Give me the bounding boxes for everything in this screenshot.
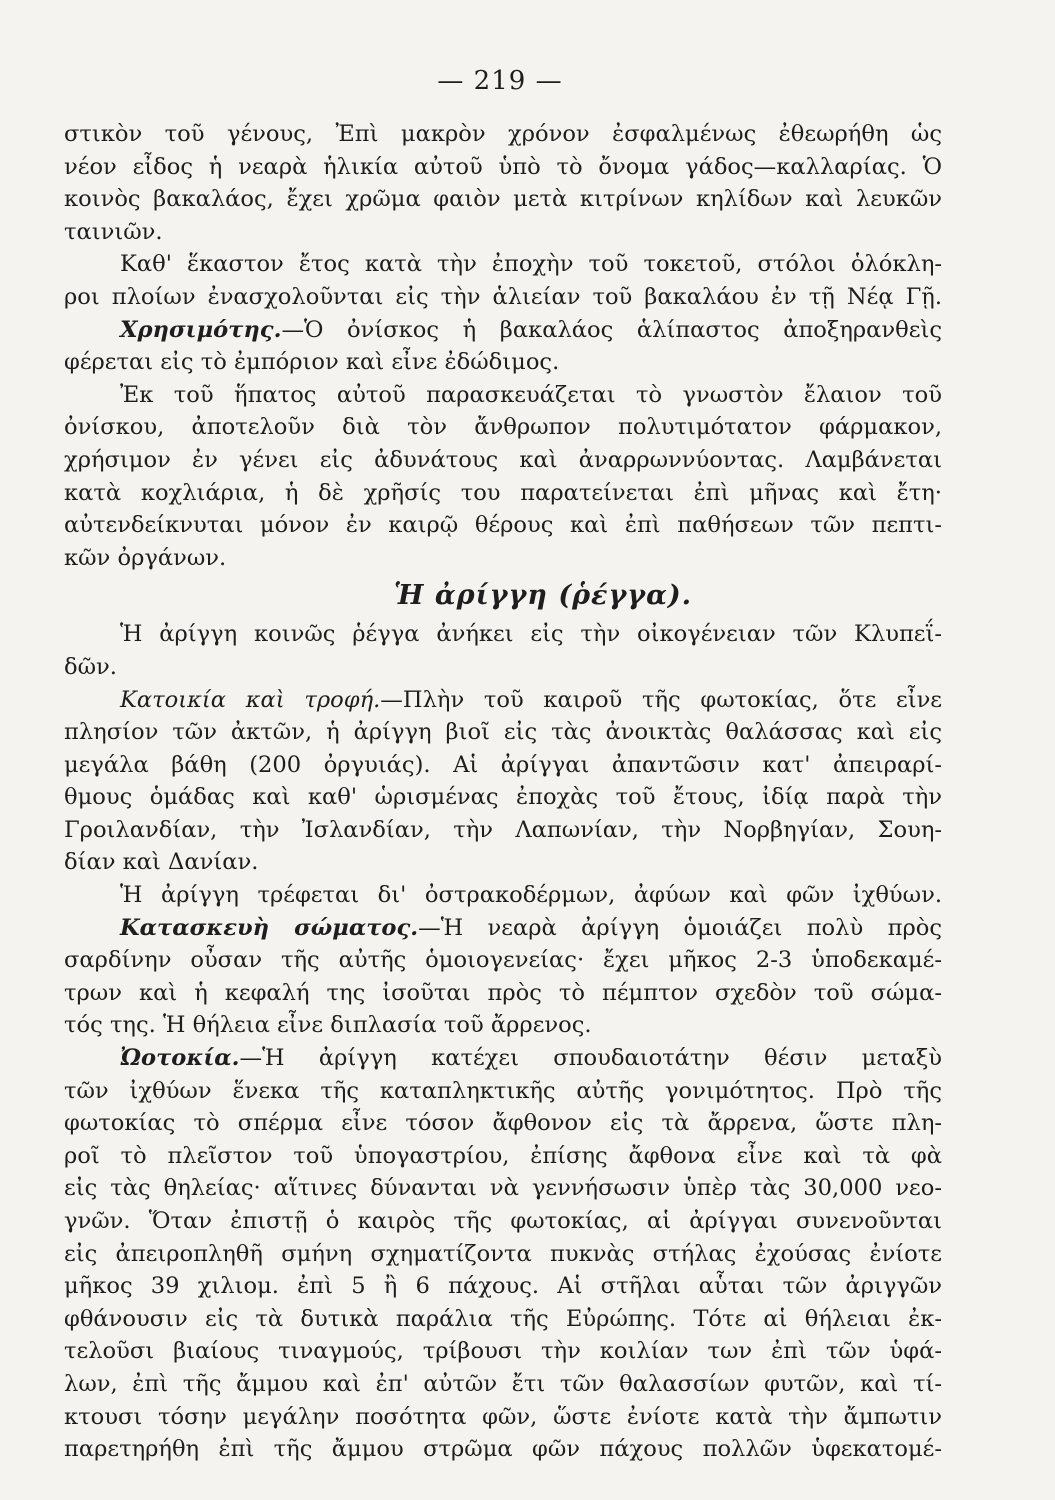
- text-line: ροῖ τὸ πλεῖστον τοῦ ὑπογαστρίου, ἐπίσης ἄφθονα εἶνε καὶ τὰ φὰ: [64, 1142, 942, 1169]
- text-line: Κατοικία καὶ τροφή.—Πλὴν τοῦ καιροῦ τῆς φωτοκίας, ὅτε εἶνε: [120, 686, 943, 713]
- text-line: ὀνίσκου, ἀποτελοῦν διὰ τὸν ἄνθρωπον πολυτιμότατον φάρμακον,: [64, 414, 942, 441]
- text-line: Ἡ ἀρίγγη κοινῶς ῥέγγα ἀνήκει εἰς τὴν οἰκογένειαν τῶν Κλυπεΐ-: [120, 621, 942, 648]
- text-line: κῶν ὀργάνων.: [64, 544, 227, 571]
- text-line: πλησίον τῶν ἀκτῶν, ἡ ἀρίγγη βιοῖ εἰς τὰς ἀνοικτὰς θαλάσσας καὶ εἰς: [64, 719, 942, 746]
- text-line: χρήσιμον ἐν γένει εἰς ἀδυνάτους καὶ ἀναρρωννύοντας. Λαμβάνεται: [64, 446, 942, 473]
- text-line: γνῶν. Ὅταν ἐπιστῇ ὁ καιρὸς τῆς φωτοκίας, αἱ ἀρίγγαι συνενοῦνται: [64, 1208, 942, 1234]
- text-line: παρετηρήθη ἐπὶ τῆς ἄμμου στρῶμα φῶν πάχους πολλῶν ὑφεκατομέ-: [64, 1436, 942, 1463]
- body-text: [64, 118, 942, 1466]
- page-number: — 219 —: [437, 66, 563, 96]
- text-line: Κατασκευὴ σώματος.—Ἡ νεαρὰ ἀρίγγη ὁμοιάζει πολὺ πρὸς: [120, 914, 943, 941]
- text-line: Καθ' ἕκαστον ἔτος κατὰ τὴν ἐποχὴν τοῦ τοκετοῦ, στόλοι ὁλόκλη-: [120, 251, 942, 278]
- text-line: τελοῦσι βιαίους τιναγμούς, τρίβουσι τὴν κοιλίαν των ἐπὶ τῶν ὑφά-: [64, 1338, 942, 1365]
- text-line: νέον εἶδος ἡ νεαρὰ ἡλικία αὐτοῦ ὑπὸ τὸ ὄνομα γάδος—καλλαρίας. Ὁ: [64, 153, 942, 180]
- text-line: δῶν.: [64, 653, 117, 680]
- text-line: εἰς τὰς θηλείας· αἵτινες δύνανται νὰ γεννήσωσιν ὑπὲρ τὰς 30,000 νεο-: [64, 1175, 942, 1202]
- text-line: εἰς ἀπειροπληθῆ σμήνη σχηματίζοντα πυκνὰς στήλας ἐχούσας ἐνίοτε: [64, 1240, 942, 1267]
- text-line: λων, ἐπὶ τῆς ἄμμου καὶ ἐπ' αὐτῶν ἔτι τῶν θαλασσίων φυτῶν, καὶ τί-: [64, 1370, 942, 1397]
- text-line: δίαν καὶ Δανίαν.: [64, 849, 259, 876]
- text-line: τρων καὶ ἡ κεφαλή της ἰσοῦται πρὸς τὸ πέμπτον σχεδὸν τοῦ σώμα-: [64, 979, 942, 1006]
- text-line: Χρησιμότης.—Ὁ ὀνίσκος ἡ βακαλάος ἁλίπαστος ἀποξηρανθεὶς: [120, 316, 942, 343]
- text-line: στικὸν τοῦ γένους, Ἐπὶ μακρὸν χρόνον ἐσφαλμένως ἐθεωρήθη ὡς: [64, 121, 942, 147]
- text-line: κατὰ κοχλιάρια, ἡ δὲ χρῆσίς του παρατείνεται ἐπὶ μῆνας καὶ ἔτη·: [64, 479, 942, 506]
- text-line: ταινιῶν.: [64, 218, 163, 245]
- text-line: φθάνουσιν εἰς τὰ δυτικὰ παράλια τῆς Εὐρώπης. Τότε αἱ θήλειαι ἐκ-: [64, 1305, 942, 1332]
- text-line: σαρδίνην οὖσαν τῆς αὐτῆς ὁμοιογενείας· ἔχει μῆκος 2-3 ὑποδεκαμέ-: [64, 947, 942, 974]
- section-heading: Ἡ ἀρίγγη (ῥέγγα).: [393, 580, 693, 612]
- text-line: μεγάλα βάθη (200 ὀργυιάς). Αἱ ἀρίγγαι ἀπαντῶσιν κατ' ἀπειραρί-: [64, 751, 942, 778]
- text-line: Ἡ ἀρίγγη τρέφεται δι' ὀστρακοδέρμων, ἀφύων καὶ φῶν ἰχθύων.: [120, 882, 942, 909]
- run-in-title: Χρησιμότης.: [120, 316, 282, 343]
- text-line: ροι πλοίων ἐνασχολοῦνται εἰς τὴν ἁλιείαν τοῦ βακαλάου ἐν τῇ Νέᾳ Γῇ.: [64, 283, 942, 310]
- text-line: κοινὸς βακαλάος, ἔχει χρῶμα φαιὸν μετὰ κιτρίνων κηλίδων καὶ λευκῶν: [64, 186, 942, 213]
- run-in-title: Κατοικία καὶ τροφή.: [120, 686, 381, 713]
- text-line: κτουσι τόσην μεγάλην ποσότητα φῶν, ὥστε ἐνίοτε κατὰ τὴν ἄμπωτιν: [64, 1403, 942, 1430]
- run-in-title: Κατασκευὴ σώματος.: [120, 914, 419, 941]
- text-line: Ὠοτοκία.—Ἡ ἀρίγγη κατέχει σπουδαιοτάτην θέσιν μεταξὺ: [120, 1045, 942, 1072]
- text-line: αὐτενδείκνυται μόνον ἐν καιρῷ θέρους καὶ ἐπὶ παθήσεων τῶν πεπτι-: [64, 512, 942, 539]
- run-in-title: Ὠοτοκία.: [120, 1045, 240, 1072]
- text-line: θμους ὁμάδας καὶ καθ' ὡρισμένας ἐποχὰς τοῦ ἔτους, ἰδίᾳ παρὰ τὴν: [64, 784, 942, 811]
- text-line: τός της. Ἡ θήλεια εἶνε διπλασία τοῦ ἄρρενος.: [64, 1012, 592, 1039]
- text-line: φωτοκίας τὸ σπέρμα εἶνε τόσον ἄφθονον εἰς τὰ ἄρρενα, ὥστε πλη-: [64, 1110, 942, 1137]
- text-line: Γροιλανδίαν, τὴν Ἰσλανδίαν, τὴν Λαπωνίαν, τὴν Νορβηγίαν, Σουη-: [64, 816, 942, 843]
- text-line: Ἐκ τοῦ ἥπατος αὐτοῦ παρασκευάζεται τὸ γνωστὸν ἔλαιον τοῦ: [120, 381, 942, 408]
- text-line: μῆκος 39 χιλιομ. ἐπὶ 5 ἢ 6 πάχους. Αἱ στῆλαι αὗται τῶν ἀριγγῶν: [64, 1273, 942, 1300]
- text-line: φέρεται εἰς τὸ ἐμπόριον καὶ εἶνε ἐδώδιμος.: [64, 349, 560, 376]
- text-line: τῶν ἰχθύων ἕνεκα τῆς καταπληκτικῆς αὐτῆς γονιμότητος. Πρὸ τῆς: [64, 1077, 942, 1104]
